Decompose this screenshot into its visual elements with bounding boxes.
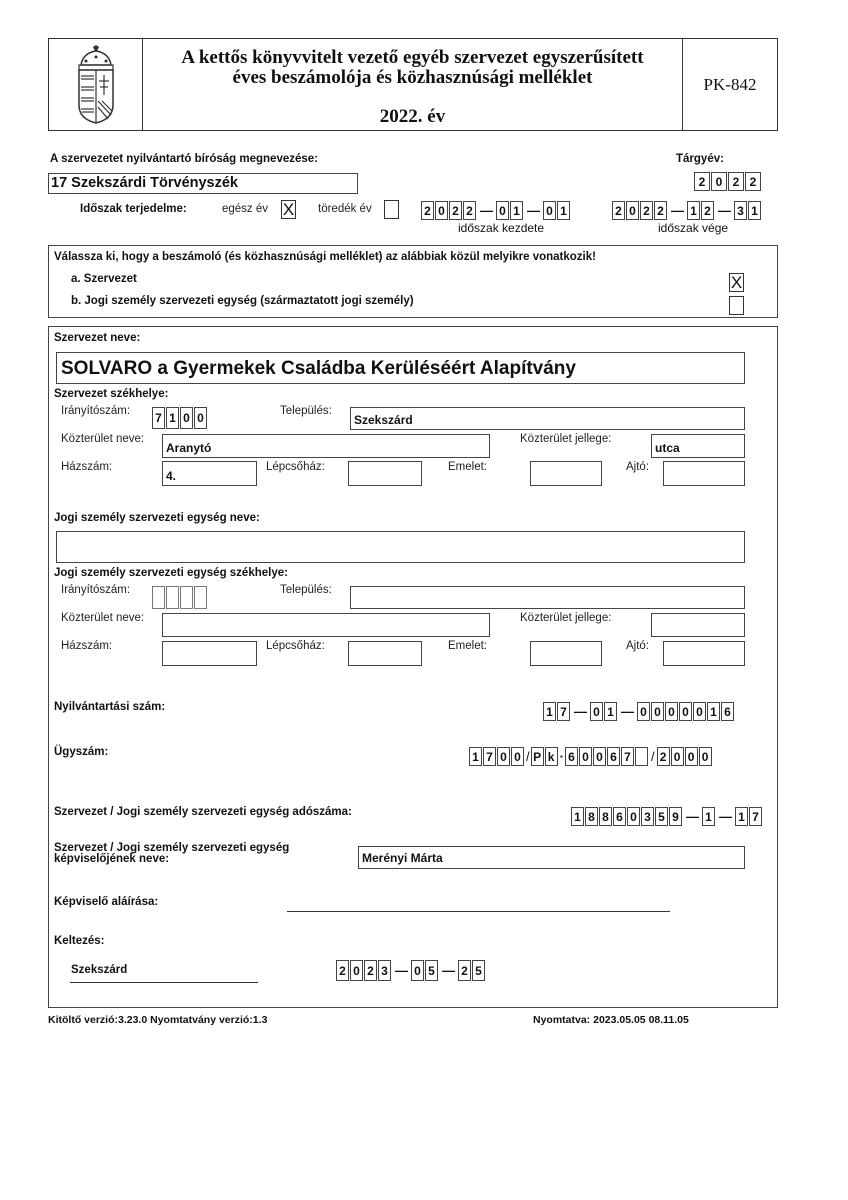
org-house-label: Házszám:: [61, 461, 113, 473]
form-code: PK-842: [703, 74, 757, 94]
representative-label-line1: Szervezet / Jogi személy szervezeti egység: [54, 842, 290, 854]
digit-box: 5: [655, 807, 668, 826]
digit-box: 0: [411, 960, 424, 981]
unit-zip-field[interactable]: [152, 586, 208, 609]
digit-box: 0: [497, 747, 510, 766]
org-street-field[interactable]: Aranytó: [162, 434, 490, 458]
unit-street-type-field[interactable]: [651, 613, 745, 637]
org-street-type-field[interactable]: utca: [651, 434, 745, 458]
representative-name-field[interactable]: Merényi Márta: [358, 846, 745, 869]
org-name-label: Szervezet neve:: [54, 332, 141, 344]
unit-name-label: Jogi személy szervezeti egység neve:: [54, 512, 260, 524]
digit-box: 2: [701, 201, 714, 220]
digit-box: 2: [728, 172, 744, 191]
court-field[interactable]: 17 Szekszárdi Törvényszék: [48, 173, 358, 194]
representative-label: [54, 843, 289, 865]
digit-box: 1: [735, 807, 748, 826]
digit-box: 0: [711, 172, 727, 191]
org-seat-label: Szervezet székhelye:: [54, 388, 169, 400]
org-zip-field[interactable]: [152, 407, 208, 429]
slash: /: [650, 749, 655, 764]
unit-floor-field[interactable]: [530, 641, 602, 666]
unit-door-label: Ajtó:: [626, 640, 650, 652]
footer-version: Kitöltő verzió:3.23.0 Nyomtatvány verzió:1.3: [48, 1014, 268, 1026]
org-floor-label: Emelet:: [448, 461, 487, 473]
form-header: [48, 38, 778, 131]
option-b-checkbox[interactable]: [729, 296, 744, 315]
period-label: Időszak terjedelme:: [80, 203, 187, 215]
separator: —: [719, 809, 732, 824]
date-separator: —: [527, 203, 540, 218]
digit-box: 0: [194, 407, 207, 429]
digit-box: 6: [613, 807, 626, 826]
org-city-label: Település:: [280, 405, 332, 417]
footer-printed: Nyomtatva: 2023.05.05 08.11.05: [533, 1014, 689, 1026]
period-start-field[interactable]: [421, 201, 571, 220]
digit-box: 2: [421, 201, 434, 220]
dating-place[interactable]: Szekszárd: [71, 964, 128, 976]
period-end-field[interactable]: [612, 201, 762, 220]
digit-box: 0: [679, 702, 692, 721]
org-floor-field[interactable]: [530, 461, 602, 486]
digit-box: 0: [496, 201, 509, 220]
digit-box: 5: [472, 960, 485, 981]
digit-box: 7: [621, 747, 634, 766]
unit-door-field[interactable]: [663, 641, 745, 666]
org-stair-label: Lépcsőház:: [266, 461, 325, 473]
unit-house-label: Házszám:: [61, 640, 113, 652]
digit-box: 0: [671, 747, 684, 766]
digit-box: 1: [702, 807, 715, 826]
digit-box: 2: [458, 960, 471, 981]
representative-label-line2: képviselőjének neve:: [54, 853, 170, 865]
digit-box: 0: [543, 201, 556, 220]
coat-of-arms-icon: [73, 45, 119, 125]
digit-box: 7: [152, 407, 165, 429]
digit-box: 0: [350, 960, 363, 981]
digit-box: 0: [693, 702, 706, 721]
digit-box: 1: [707, 702, 720, 721]
digit-box: 0: [637, 702, 650, 721]
digit-box: 6: [565, 747, 578, 766]
digit-box: 7: [749, 807, 762, 826]
org-zip-label: Irányítószám:: [61, 405, 131, 417]
applies-to-section: [48, 245, 778, 318]
org-street-label: Közterület neve:: [61, 433, 145, 445]
option-a-checkbox[interactable]: X: [730, 273, 743, 292]
digit-box: 3: [378, 960, 391, 981]
unit-street-field[interactable]: [162, 613, 490, 637]
unit-city-field[interactable]: [350, 586, 745, 609]
period-end-caption: időszak vége: [658, 221, 729, 235]
unit-name-field[interactable]: [56, 531, 745, 563]
digit-box: 0: [579, 747, 592, 766]
digit-box: [152, 586, 165, 609]
unit-street-type-label: Közterület jellege:: [520, 612, 612, 624]
org-city-field[interactable]: Szekszárd: [350, 407, 745, 430]
org-stair-field[interactable]: [348, 461, 422, 486]
option-a-label: a. Szervezet: [71, 273, 137, 285]
digit-box: 0: [511, 747, 524, 766]
org-name-field[interactable]: SOLVARO a Gyermekek Családba Kerüléséért Alapítvány: [56, 352, 745, 384]
digit-box: 9: [669, 807, 682, 826]
digit-box: [180, 586, 193, 609]
digit-box: 0: [593, 747, 606, 766]
digit-box: 1: [510, 201, 523, 220]
date-separator: —: [718, 203, 731, 218]
partial-year-checkbox[interactable]: [384, 200, 399, 219]
digit-box: 2: [654, 201, 667, 220]
dating-date-field[interactable]: [336, 960, 486, 981]
digit-box: 0: [699, 747, 712, 766]
title-line-1: A kettős könyvvitelt vezető egyéb szervezet egyszerűsített: [181, 47, 644, 68]
date-separator: —: [395, 963, 408, 978]
digit-box: 2: [463, 201, 476, 220]
digit-box: k: [545, 747, 558, 766]
tax-number-field[interactable]: [571, 807, 763, 826]
unit-stair-label: Lépcsőház:: [266, 640, 325, 652]
digit-box: P: [531, 747, 544, 766]
digit-box: 2: [640, 201, 653, 220]
unit-city-label: Település:: [280, 584, 332, 596]
digit-box: 0: [180, 407, 193, 429]
digit-box: 0: [626, 201, 639, 220]
digit-box: 8: [599, 807, 612, 826]
digit-box: 0: [627, 807, 640, 826]
date-separator: —: [442, 963, 455, 978]
digit-box: 2: [612, 201, 625, 220]
digit-box: 1: [687, 201, 700, 220]
digit-box: 0: [590, 702, 603, 721]
digit-box: 8: [585, 807, 598, 826]
dot: ·: [559, 749, 564, 764]
digit-box: 1: [748, 201, 761, 220]
digit-box: 7: [557, 702, 570, 721]
separator: —: [574, 704, 587, 719]
digit-box: 1: [543, 702, 556, 721]
unit-stair-field[interactable]: [348, 641, 422, 666]
registration-field[interactable]: [543, 702, 735, 721]
digit-box: 2: [336, 960, 349, 981]
full-year-label: egész év: [222, 203, 269, 215]
digit-box: [194, 586, 207, 609]
digit-box: 1: [469, 747, 482, 766]
digit-box: 1: [166, 407, 179, 429]
full-year-checkbox[interactable]: X: [282, 200, 295, 219]
tax-number-label: Szervezet / Jogi személy szervezeti egység adószáma:: [54, 806, 352, 818]
signature-line[interactable]: [287, 911, 670, 912]
digit-box: 1: [571, 807, 584, 826]
title-line-2: éves beszámolója és közhasznúsági melléklet: [232, 67, 593, 88]
digit-box: 0: [435, 201, 448, 220]
org-door-field[interactable]: [663, 461, 745, 486]
digit-box: 6: [721, 702, 734, 721]
date-separator: —: [480, 203, 493, 218]
org-house-field[interactable]: 4.: [162, 461, 257, 486]
digit-box: 1: [604, 702, 617, 721]
unit-floor-label: Emelet:: [448, 640, 487, 652]
court-label: A szervezetet nyilvántartó bíróság megnevezése:: [50, 153, 319, 165]
digit-box: 7: [483, 747, 496, 766]
digit-box: 2: [745, 172, 761, 191]
separator: —: [686, 809, 699, 824]
registration-label: Nyilvántartási szám:: [54, 701, 166, 713]
digit-box: 2: [657, 747, 670, 766]
case-number-field[interactable]: [469, 747, 713, 766]
digit-box: 5: [425, 960, 438, 981]
separator: —: [621, 704, 634, 719]
digit-box: 2: [449, 201, 462, 220]
dating-label: Keltezés:: [54, 935, 105, 947]
period-start-caption: időszak kezdete: [458, 221, 545, 235]
applies-to-question: Válassza ki, hogy a beszámoló (és közhasznúsági melléklet) az alábbiak közül melyikre vonatkozik!: [54, 251, 596, 263]
dating-place-line: [70, 982, 258, 983]
digit-box: 0: [651, 702, 664, 721]
org-door-label: Ajtó:: [626, 461, 650, 473]
case-number-label: Ügyszám:: [54, 746, 109, 758]
digit-box: 2: [364, 960, 377, 981]
logo-cell: [49, 39, 143, 130]
unit-seat-label: Jogi személy szervezeti egység székhelye:: [54, 567, 288, 579]
digit-box: 0: [685, 747, 698, 766]
subject-year-label: Tárgyév:: [676, 153, 724, 165]
unit-zip-label: Irányítószám:: [61, 584, 131, 596]
unit-street-label: Közterület neve:: [61, 612, 145, 624]
subject-year-field[interactable]: [694, 172, 762, 191]
digit-box: 0: [665, 702, 678, 721]
signature-label: Képviselő aláírása:: [54, 896, 159, 908]
option-b-label: b. Jogi személy szervezeti egység (származtatott jogi személy): [71, 295, 414, 307]
digit-box: 3: [734, 201, 747, 220]
org-street-type-label: Közterület jellege:: [520, 433, 612, 445]
unit-house-field[interactable]: [162, 641, 257, 666]
digit-box: 3: [641, 807, 654, 826]
form-title: [143, 39, 683, 130]
slash: /: [526, 749, 530, 764]
digit-box: 1: [557, 201, 570, 220]
digit-box: [166, 586, 179, 609]
partial-year-label: töredék év: [318, 203, 372, 215]
digit-box: [635, 747, 648, 766]
digit-box: 2: [694, 172, 710, 191]
date-separator: —: [671, 203, 684, 218]
digit-box: 6: [607, 747, 620, 766]
form-year: 2022. év: [379, 106, 446, 127]
